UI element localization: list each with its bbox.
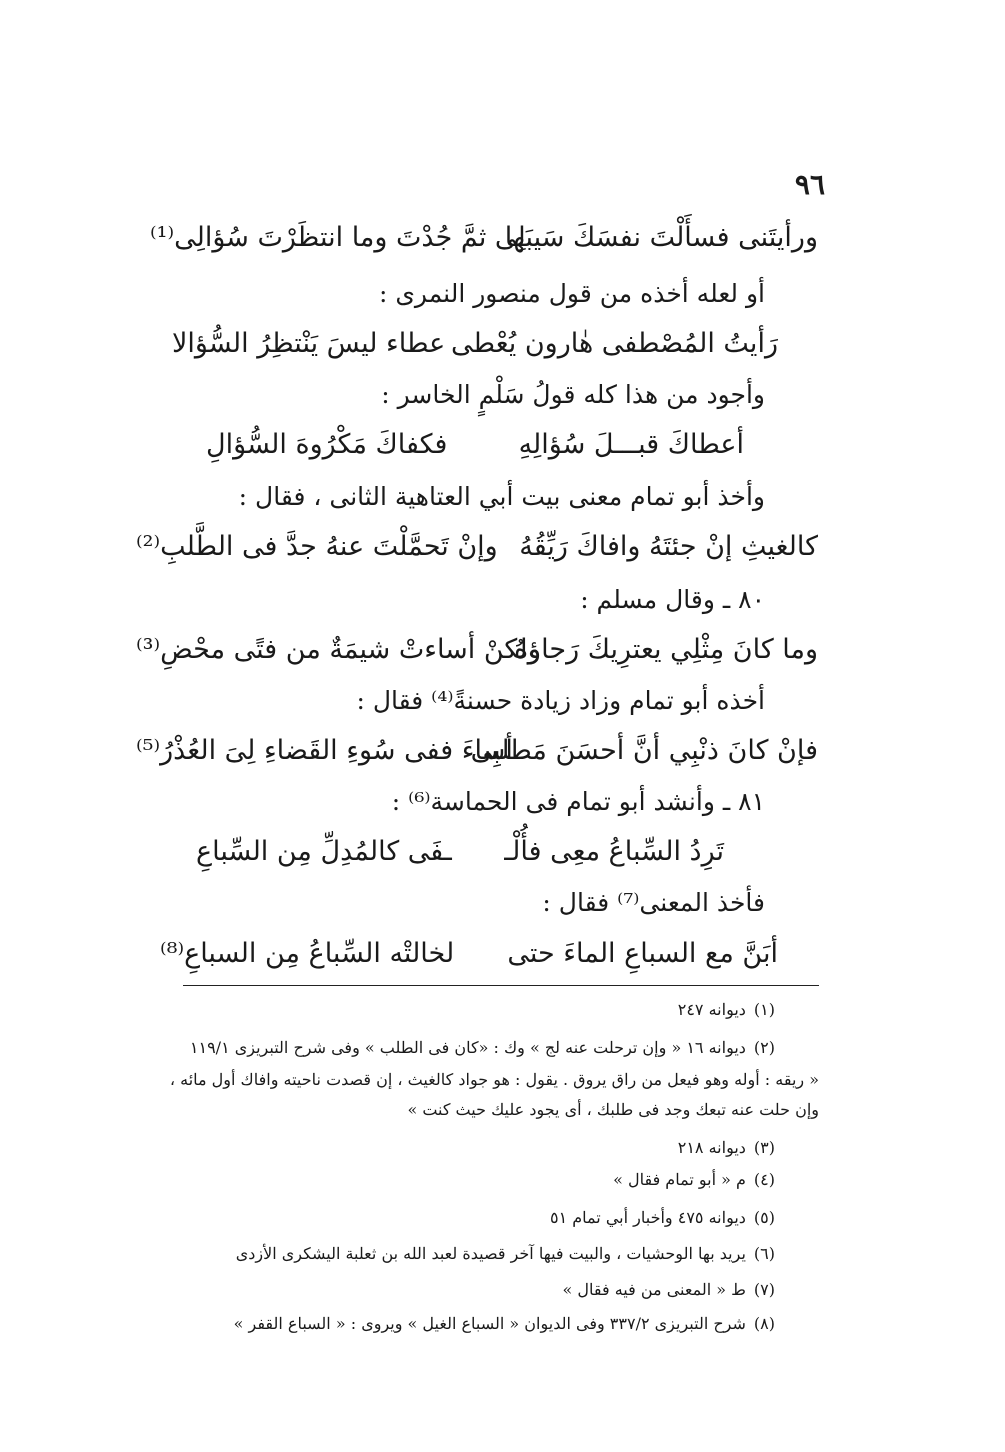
prose-line: وأخذ أبو تمام معنى بيت أبي العتاهية الثانى ، فقال : bbox=[238, 482, 765, 511]
footnote-8 bbox=[234, 1312, 775, 1336]
hemistich-second: ـفَى كالمُدِلِّ مِن السِّباعِ bbox=[196, 836, 452, 867]
hemistich-first: أعطاكَ قبـــلَ سُؤالِهِ bbox=[518, 429, 744, 460]
prose-line: ٨١ ـ وأنشد أبو تمام فى الحماسة⁽⁶⁾ : bbox=[391, 787, 765, 816]
hemistich-second: فكفاكَ مَكْرُوهَ السُّؤالِ bbox=[206, 429, 448, 460]
page-number: ٩٦ bbox=[794, 168, 825, 201]
footnote-text: ديوانه ٤٧٥ وأخبار أبي تمام ٥١ bbox=[549, 1208, 746, 1227]
hemistich-first: رَأيتُ المُصْطفى هٰارون يُعْطى bbox=[451, 328, 778, 359]
hemistich-first: ورأيتَنى فسأَلْتَ نفسَكَ سَيبَها bbox=[504, 222, 818, 253]
footnote-number: (٢) bbox=[753, 1038, 775, 1057]
prose-line: أو لعله أخذه من قول منصور النمرى : bbox=[378, 279, 765, 308]
hemistich-first: فإنْ كانَ ذنْبِي أنَّ أحسَنَ مَطلبِى bbox=[470, 735, 818, 766]
footnote-divider bbox=[183, 985, 819, 986]
footnote-text: شرح التبريزى ٣٣٧/٢ وفى الديوان « السباع الغيل » ويروى : « السباع القفر » bbox=[233, 1314, 746, 1333]
footnote-text: ديوانه ١٦ « وإن ترحلت عنه لج » وك : «كان فى الطلب » وفى شرح التبريزى ١١٩/١ bbox=[189, 1038, 746, 1057]
hemistich-first: وما كانَ مِثْلِي يعترِيكَ رَجاؤهُ bbox=[513, 634, 818, 665]
footnote-number: (٥) bbox=[753, 1208, 775, 1227]
hemistich-second: لِى ثمَّ جُدْتَ وما انتظَرْتَ سُؤالِى⁽¹⁾ bbox=[150, 222, 526, 253]
prose-line: أخذه أبو تمام وزاد زيادة حسنةً⁽⁴⁾ فقال : bbox=[356, 686, 765, 715]
footnote-1 bbox=[678, 998, 775, 1022]
footnote-number: (٨) bbox=[753, 1314, 775, 1333]
hemistich-first: أبَنَّ مع السباعِ الماءَ حتى bbox=[507, 938, 778, 969]
prose-line: ٨٠ ـ وقال مسلم : bbox=[580, 585, 765, 614]
hemistich-first: تَرِدُ السِّباعُ معِى فأُلْـ bbox=[504, 836, 724, 867]
prose-line: فأخذ المعنى⁽⁷⁾ فقال : bbox=[542, 888, 765, 917]
footnote-2-continuation: وإن حلت عنه تبعك وجد فى طلبك ، أى يجود عليك حيث كنت » bbox=[407, 1100, 819, 1119]
hemistich-second: أساءَ ففى سُوءِ القَضاءِ لِىَ العُذْرُ⁽⁵⁾ bbox=[136, 735, 513, 766]
footnote-number: (٣) bbox=[753, 1138, 775, 1157]
footnote-text: م « أبو تمام فقال » bbox=[613, 1170, 746, 1189]
footnote-text: يريد بها الوحشيات ، والبيت فيها آخر قصيدة لعبد الله بن ثعلبة اليشكرى الأزدى bbox=[235, 1244, 746, 1263]
footnote-number: (١) bbox=[753, 1000, 775, 1019]
footnote-6 bbox=[236, 1242, 775, 1266]
footnote-5 bbox=[550, 1206, 775, 1230]
footnote-text: ط « المعنى من فيه فقال » bbox=[562, 1280, 746, 1299]
prose-line: وأجود من هذا كله قولُ سَلْمٍ الخاسر : bbox=[381, 380, 765, 409]
hemistich-second: ولكنْ أساءتْ شيمَةٌ من فتًى محْضِ⁽³⁾ bbox=[136, 634, 541, 665]
hemistich-first: كالغيثِ إنْ جئتَهُ وافاكَ رَيِّقُهُ bbox=[519, 531, 818, 562]
footnote-3 bbox=[678, 1136, 775, 1160]
footnote-number: (٧) bbox=[753, 1280, 775, 1299]
hemistich-second: وإنْ تَحمَّلْتَ عنهُ جدَّ فى الطَّلبِ⁽²⁾ bbox=[136, 531, 498, 562]
footnote-2-continuation: « ريقه : أوله وهو فيعل من راق يروق . يقول : هو جواد كالغيث ، إن قصدت ناحيته وافاك أول مائه ، bbox=[169, 1070, 819, 1089]
footnote-number: (٦) bbox=[753, 1244, 775, 1263]
footnote-7 bbox=[563, 1278, 775, 1302]
footnote-2 bbox=[190, 1036, 775, 1060]
footnote-4 bbox=[613, 1168, 775, 1192]
hemistich-second: لخالتْه السِّباعُ مِن السباعِ⁽⁸⁾ bbox=[160, 938, 455, 969]
hemistich-second: عطاء ليسَ يَنْتظِرُ السُّؤالا bbox=[172, 328, 446, 359]
footnote-number: (٤) bbox=[753, 1170, 775, 1189]
footnote-text: ديوانه ٢١٨ bbox=[677, 1138, 746, 1157]
footnote-text: ديوانه ٢٤٧ bbox=[677, 1000, 746, 1019]
